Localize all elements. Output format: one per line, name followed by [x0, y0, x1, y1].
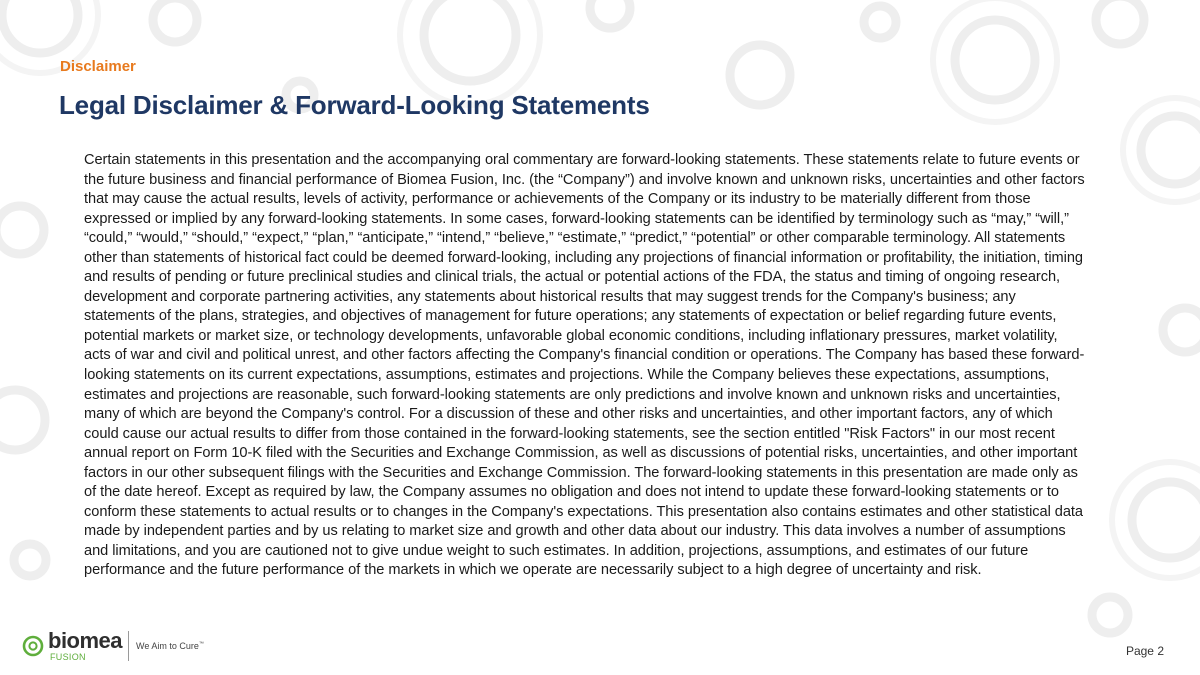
company-logo — [22, 626, 204, 666]
disclaimer-paragraph: Certain statements in this presentation and the accompanying oral commentary are forward-looking statements. These statements relate to future events or the future business and financial performance of Biomea Fusion, Inc. (the “Company”) and involve known and unknown risks, uncertainties and other factors that may cause the actual results, levels of activity, performance or achievements of the Company or its industry to be materially different from those expressed or implied by any forward-looking statements. In some cases, forward-looking statements can be identified by terminology such as “may,” “will,” “could,” “would,” “should,” “expect,” “plan,” “anticipate,” “intend,” “believe,” “estimate,” “predict,” “potential” or other comparable terminology. All statements other than statements of historical fact could be deemed forward-looking, including any projections of financial information or profitability, the initiation, timing and results of pending or future preclinical studies and clinical trials, the actual or potential actions of the FDA, the status and timing of ongoing research, development and corporate partnering activities, any statements about historical results that may suggest trends for the Company's business; any statements of the plans, strategies, and objectives of management for future operations; any statements of expectation or belief regarding future events, potential markets or market size, or technology developments, unfavorable global economic conditions, including inflationary pressures, market volatility, acts of war and civil and political unrest, and other factors affecting the Company's financial condition or operations. The Company has based these forward-looking statements on its current expectations, assumptions, estimates and projections. While the Company believes these expectations, assumptions, estimates and projections are reasonable, such forward-looking statements are only predictions and involve known and unknown risks and uncertainties, many of which are beyond the Company's control. For a discussion of these and other risks and uncertainties, and other important factors, any of which could cause our actual results to differ from those contained in the forward-looking statements, see the section entitled "Risk Factors" in our most recent annual report on Form 10-K filed with the Securities and Exchange Commission, as well as discussions of potential risks, uncertainties, and other important factors in our other subsequent filings with the Securities and Exchange Commission. The forward-looking statements in this presentation are made only as of the date hereof. Except as required by law, the Company assumes no obligation and does not intend to update these forward-looking statements or to conform these statements to actual results or to changes in the Company's expectations. This presentation also contains estimates and other statistical data made by independent parties and by us relating to market size and growth and other data about our industry. This data involves a number of assumptions and limitations, and you are cautioned not to give undue weight to such estimates. In addition, projections, assumptions, and estimates of our future performance and the future performance of the markets in which we operate are necessarily subject to a high degree of uncertainty and risk. — [84, 152, 1085, 579]
page-number: Page 2 — [1125, 644, 1164, 658]
logo-wordmark — [48, 630, 122, 662]
logo-divider — [128, 631, 129, 661]
trademark-mark: ™ — [198, 641, 204, 647]
biomea-ring-logo-icon — [22, 635, 44, 657]
logo-name: biomea — [48, 628, 123, 653]
page-title: Legal Disclaimer & Forward-Looking Statements — [59, 90, 650, 120]
tagline-text: We Aim to Cure — [136, 641, 199, 651]
logo-subtitle: FUSION — [50, 652, 86, 662]
section-label: Disclaimer — [60, 58, 136, 75]
tagline — [136, 641, 204, 651]
